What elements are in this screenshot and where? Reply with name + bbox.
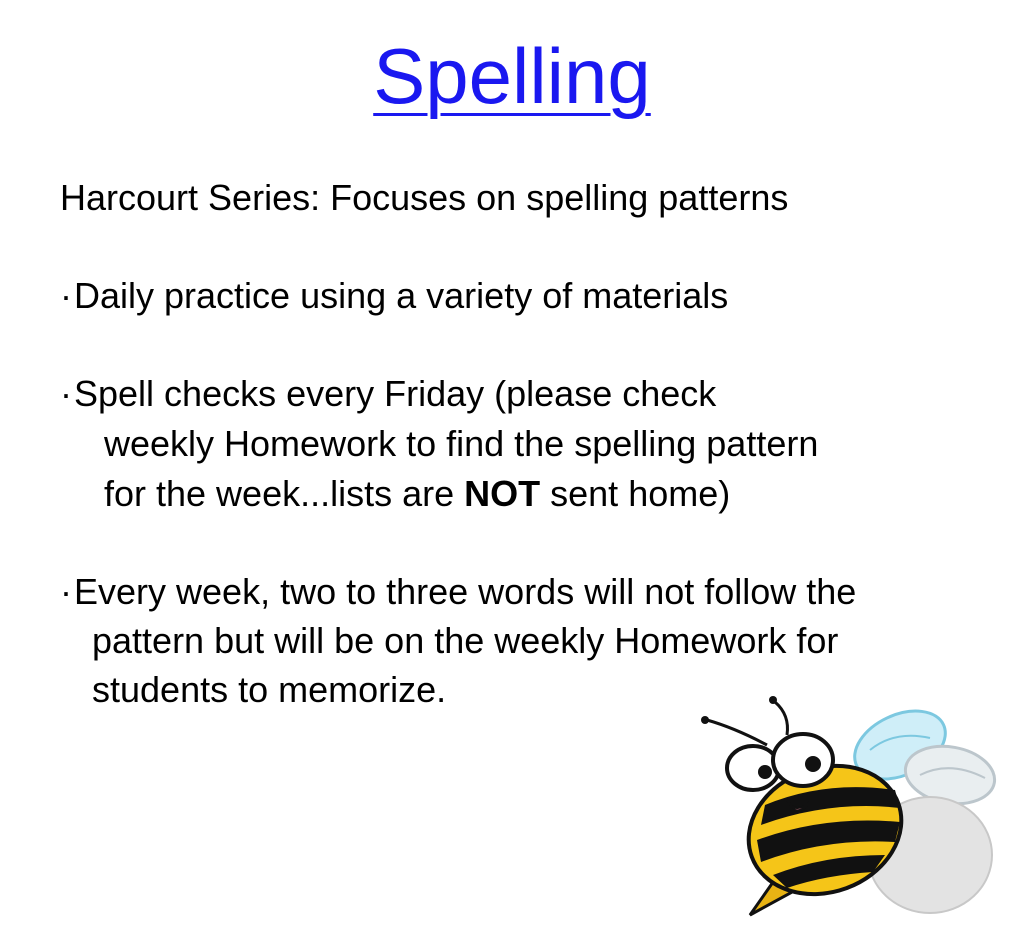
bullet-daily-practice — [60, 274, 728, 318]
bullet-every-week — [60, 570, 856, 614]
spell-checks-line3-before: for the week...lists are — [104, 473, 465, 514]
slide-title: Spelling — [373, 32, 651, 120]
every-week-line3: students to memorize. — [92, 669, 447, 710]
bee-eyes — [727, 734, 833, 790]
spell-checks-line3-after: sent home) — [540, 473, 731, 514]
bullet-dot: · — [60, 571, 72, 612]
spell-checks-line3 — [104, 472, 730, 516]
bee-illustration — [695, 690, 1000, 925]
bullet-spell-checks — [60, 372, 716, 416]
bullet-dot: · — [60, 373, 72, 414]
bullet-daily-text: Daily practice using a variety of materials — [74, 275, 729, 316]
every-week-line1: Every week, two to three words will not follow the — [74, 571, 857, 612]
bullet-dot: · — [60, 275, 72, 316]
bee-antennae — [701, 696, 788, 745]
every-week-line2: pattern but will be on the weekly Homework for — [92, 620, 839, 661]
not-emphasis: NOT — [464, 473, 541, 514]
spell-checks-line1: Spell checks every Friday (please check — [74, 373, 717, 414]
spell-checks-line2: weekly Homework to find the spelling pattern — [104, 423, 819, 464]
intro-text: Harcourt Series: Focuses on spelling patterns — [60, 177, 789, 218]
